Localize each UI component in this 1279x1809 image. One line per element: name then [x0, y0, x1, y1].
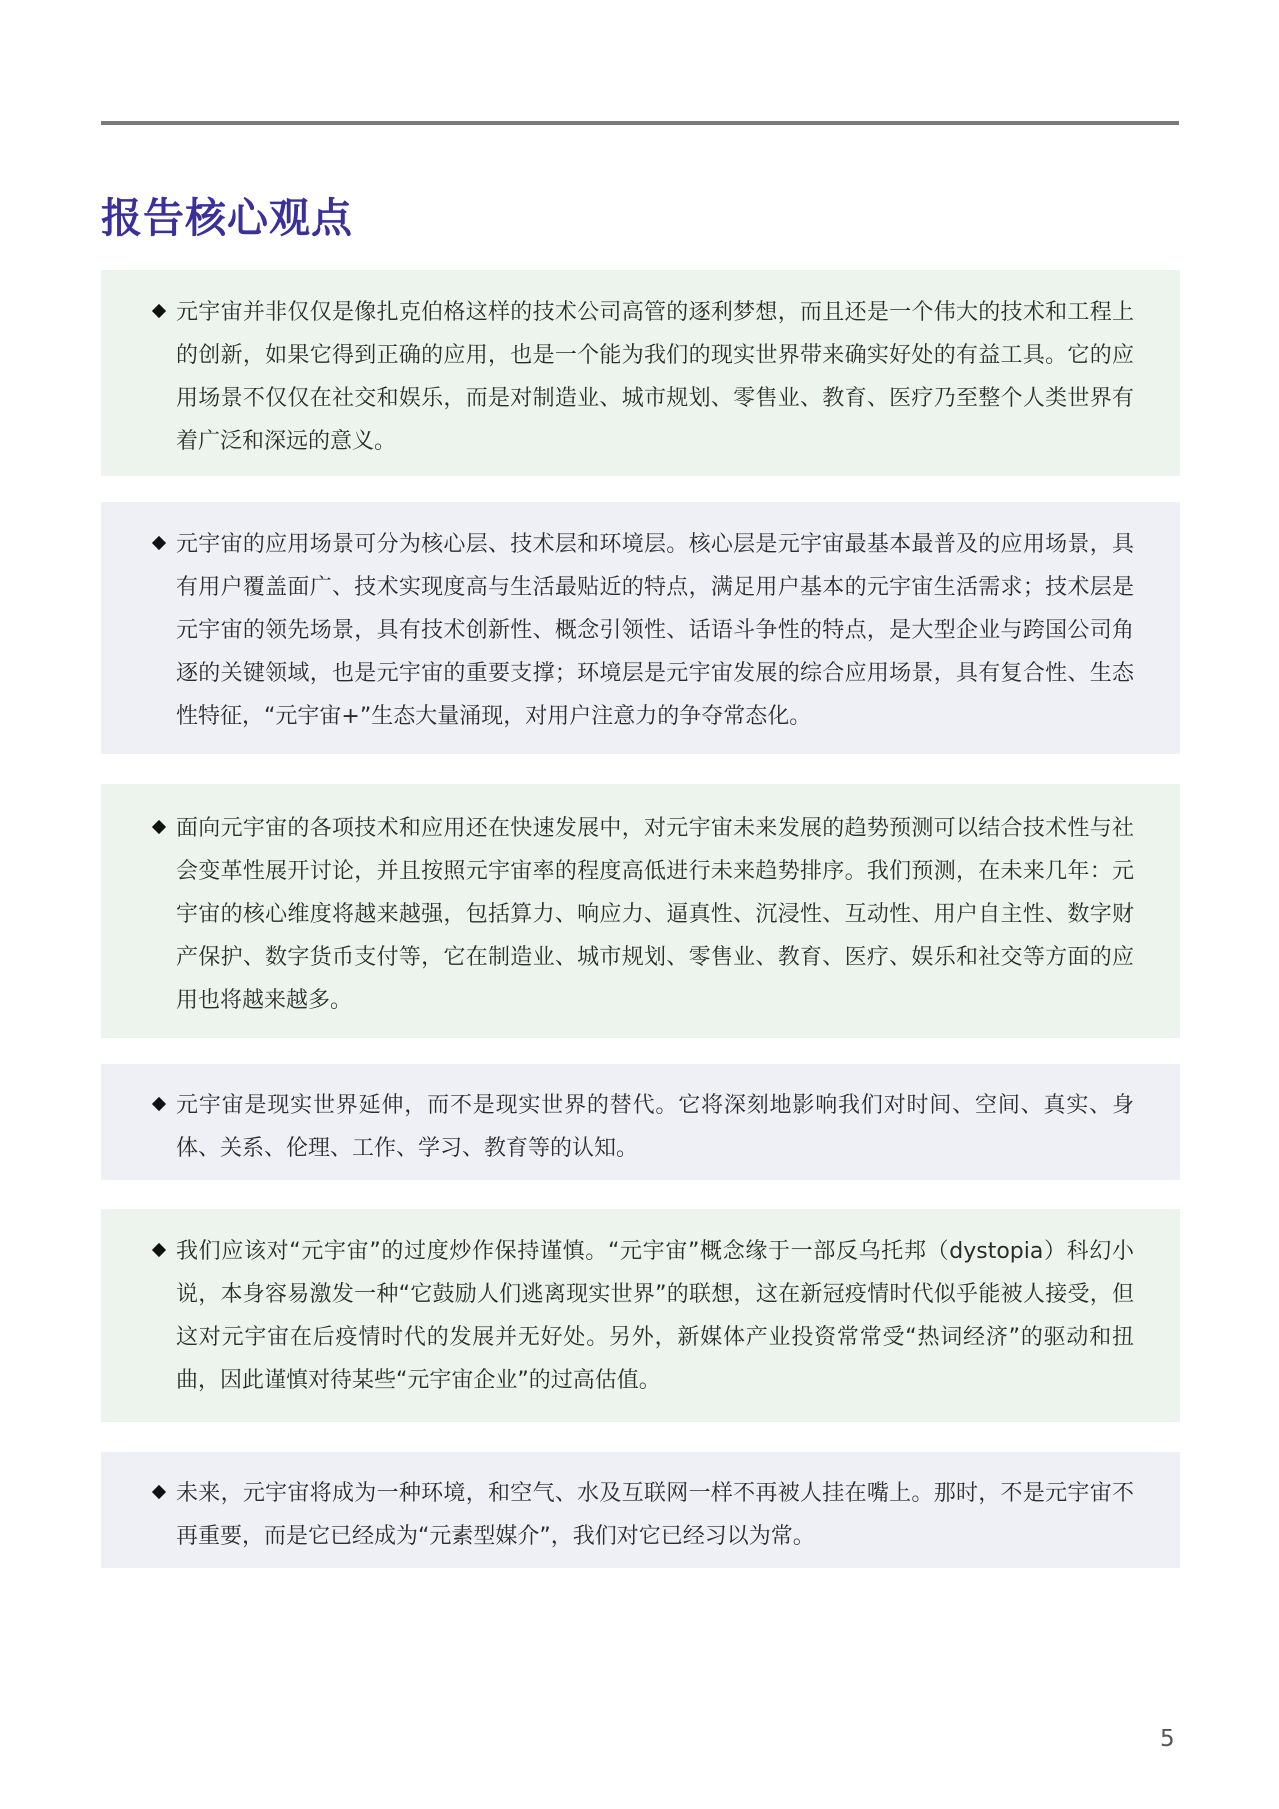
- point-text: 面向元宇宙的各项技术和应用还在快速发展中，对元宇宙未来发展的趋势预测可以结合技术性与社会变革性展开讨论，并且按照元宇宙率的程度高低进行未来趋势排序。我们预测，在未来几年：元宇宙的核心维度将越来越强，包括算力、响应力、逼真性、沉浸性、互动性、用户自主性、数字财产保护、数字货币支付等，它在制造业、城市规划、零售业、教育、医疗、娱乐和社交等方面的应用也将越来越多。: [176, 816, 1134, 1013]
- page-title: 报告核心观点: [101, 194, 353, 242]
- point-block-1: [101, 270, 1180, 476]
- point-block-6: [101, 1452, 1180, 1568]
- point-block-5: [101, 1209, 1180, 1422]
- point-text: 元宇宙并非仅仅是像扎克伯格这样的技术公司高管的逐利梦想，而且还是一个伟大的技术和工程上的创新，如果它得到正确的应用，也是一个能为我们的现实世界带来确实好处的有益工具。它的应用场景不仅仅在社交和娱乐，而是对制造业、城市规划、零售业、教育、医疗乃至整个人类世界有着广泛和深远的意义。: [176, 300, 1134, 454]
- point-text: 元宇宙是现实世界延伸，而不是现实世界的替代。它将深刻地影响我们对时间、空间、真实、身体、关系、伦理、工作、学习、教育等的认知。: [176, 1093, 1134, 1161]
- bullet-diamond-icon: [152, 536, 166, 550]
- bullet-diamond-icon: [152, 1097, 166, 1111]
- bullet-diamond-icon: [152, 304, 166, 318]
- point-text: 未来，元宇宙将成为一种环境，和空气、水及互联网一样不再被人挂在嘴上。那时，不是元宇宙不再重要，而是它已经成为“元素型媒介”，我们对它已经习以为常。: [176, 1481, 1134, 1549]
- bullet-diamond-icon: [152, 1243, 166, 1257]
- bullet-diamond-icon: [152, 1485, 166, 1499]
- bullet-diamond-icon: [152, 820, 166, 834]
- point-block-2: [101, 502, 1180, 754]
- point-block-4: [101, 1064, 1180, 1180]
- page-number: 5: [1160, 1726, 1175, 1752]
- top-divider: [101, 121, 1179, 125]
- point-text: 元宇宙的应用场景可分为核心层、技术层和环境层。核心层是元宇宙最基本最普及的应用场景，具有用户覆盖面广、技术实现度高与生活最贴近的特点，满足用户基本的元宇宙生活需求；技术层是元宇宙的领先场景，具有技术创新性、概念引领性、话语斗争性的特点，是大型企业与跨国公司角逐的关键领域，也是元宇宙的重要支撑；环境层是元宇宙发展的综合应用场景，具有复合性、生态性特征，“元宇宙+”生态大量涌现，对用户注意力的争夺常态化。: [176, 532, 1134, 729]
- point-block-3: [101, 784, 1180, 1038]
- point-text: 我们应该对“元宇宙”的过度炒作保持谨慎。“元宇宙”概念缘于一部反乌托邦（dystopia）科幻小说，本身容易激发一种“它鼓励人们逃离现实世界”的联想，这在新冠疫情时代似乎能被人接受，但这对元宇宙在后疫情时代的发展并无好处。另外，新媒体产业投资常常受“热词经济”的驱动和扭曲，因此谨慎对待某些“元宇宙企业”的过高估值。: [176, 1239, 1134, 1393]
